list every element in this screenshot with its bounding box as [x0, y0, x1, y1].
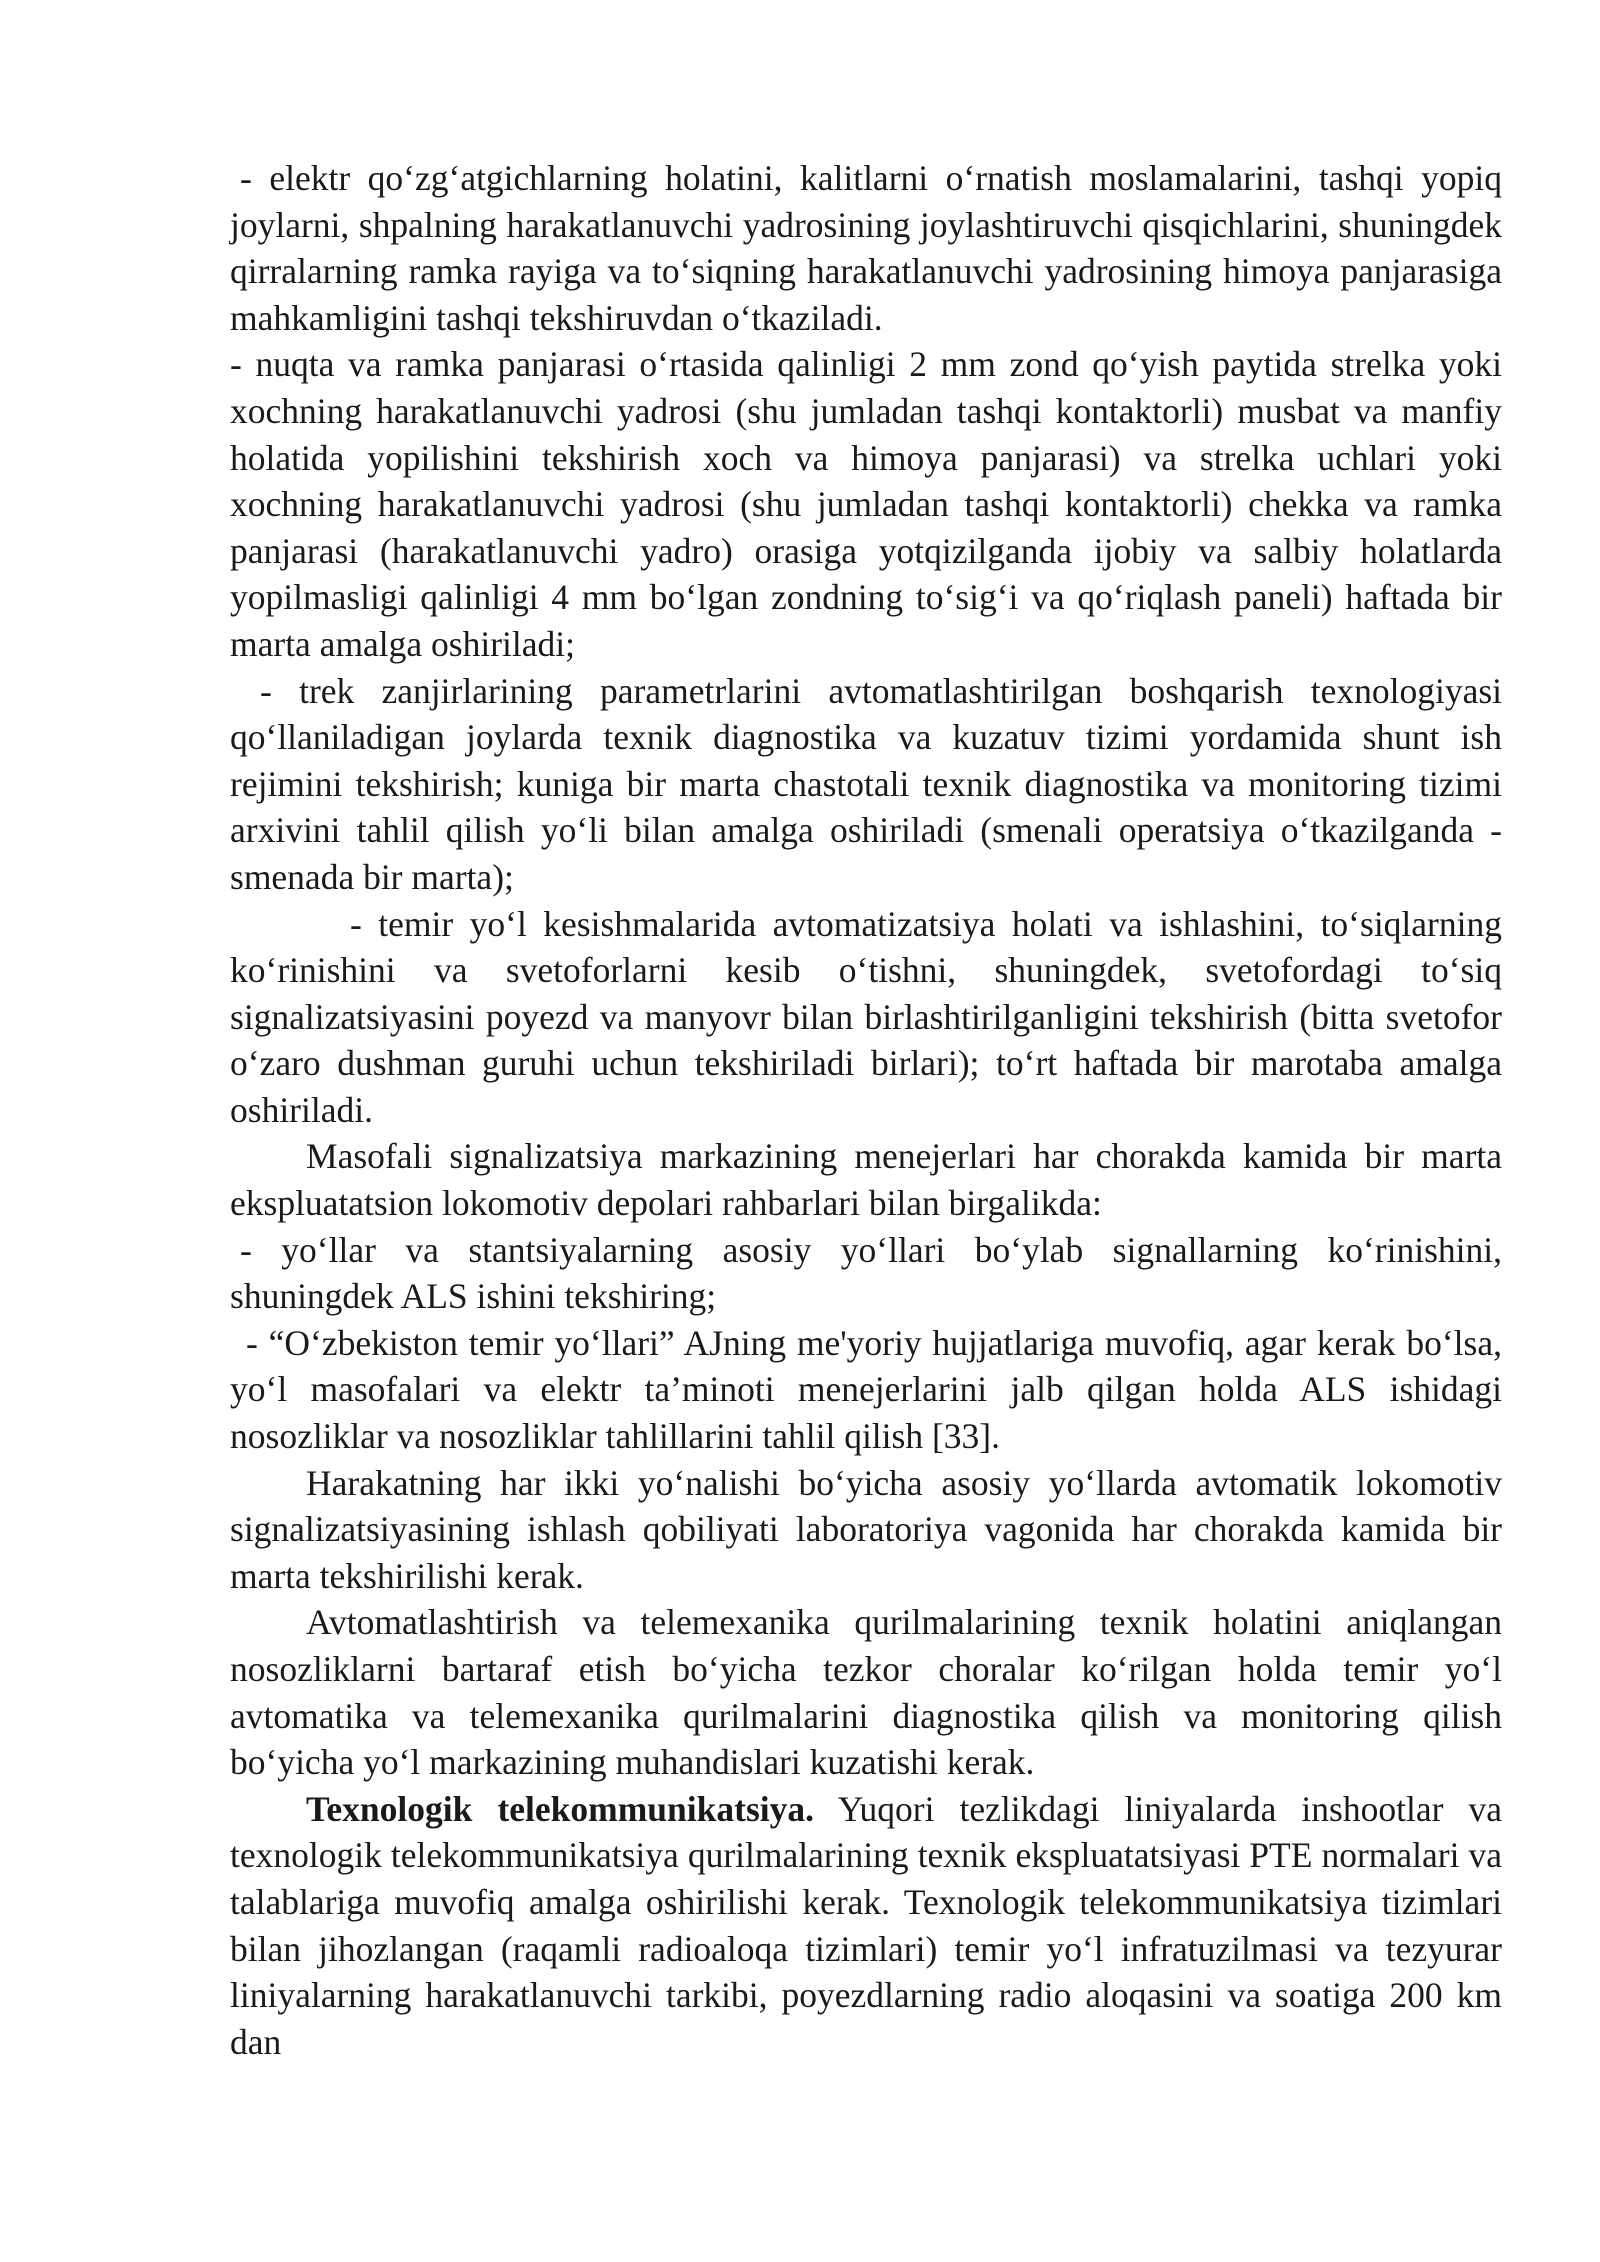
- paragraph-9: Avtomatlashtirish va telemexanika qurilmalarining texnik holatini aniqlangan nosozliklarni bartaraf etish bo‘yicha tezkor choralar ko‘rilgan holda temir yo‘l avtomatika va telemexanika qurilmalarini diagnostika qilish va monitoring qilish bo‘yicha yo‘l markazining muhandislari kuzatishi kerak.: [230, 1602, 1502, 1783]
- paragraph-1: - elektr qo‘zg‘atgichlarning holatini, kalitlarni o‘rnatish moslamalarini, tashqi yopiq joylarni, shpalning harakatlanuvchi yadrosining joylashtiruvchi qisqichlarini, shuningdek qirralarning ramka rayiga va to‘siqning harakatlanuvchi yadrosining himoya panjarasiga mahkamligini tashqi tekshiruvdan o‘tkaziladi.: [230, 158, 1502, 338]
- paragraph-8: Harakatning har ikki yo‘nalishi bo‘yicha asosiy yo‘llarda avtomatik lokomotiv signalizatsiyasining ishlash qobiliyati laboratoriya vagonida har chorakda kamida bir marta tekshirilishi kerak.: [230, 1462, 1502, 1596]
- section-heading: Texnologik telekommunikatsiya.: [306, 1788, 815, 1829]
- document-page: [230, 155, 1502, 2065]
- paragraph-10-body: Yuqori tezlikdagi liniyalarda inshootlar va texnologik telekommunikatsiya qurilmalarining texnik ekspluatatsiyasi PTE normalari va talablariga muvofiq amalga oshirilishi kerak. Texnologik telekommunikatsiya tizimlari bilan jihozlangan (raqamli radioaloqa tizimlari) temir yo‘l infratuzilmasi va tezyurar liniyalarning harakatlanuvchi tarkibi, poyezdlarning radio aloqasini va soatiga 200 km dan: [230, 1788, 1502, 2062]
- paragraph-6: - yo‘llar va stantsiyalarning asosiy yo‘llari bo‘ylab signallarning ko‘rinishini, shuningdek ALS ishini tekshiring;: [230, 1229, 1502, 1317]
- paragraph-7: - “O‘zbekiston temir yo‘llari” AJning me'yoriy hujjatlariga muvofiq, agar kerak bo‘lsa, yo‘l masofalari va elektr ta’minoti menejerlarini jalb qilgan holda ALS ishidagi nosozliklar va nosozliklar tahlillarini tahlil qilish [33].: [230, 1322, 1502, 1457]
- paragraph-10: [230, 1786, 1502, 2066]
- paragraph-4: - temir yo‘l kesishmalarida avtomatizatsiya holati va ishlashini, to‘siqlarning ko‘rinishini va svetoforlarni kesib o‘tishni, shuningdek, svetofordagi to‘siq signalizatsiyasini poyezd va manyovr bilan birlashtirilganligini tekshirish (bitta svetofor o‘zaro dushman guruhi uchun tekshiriladi birlari); to‘rt haftada bir marotaba amalga oshiriladi.: [230, 903, 1502, 1130]
- paragraph-5: Masofali signalizatsiya markazining menejerlari har chorakda kamida bir marta ekspluatatsion lokomotiv depolari rahbarlari bilan birgalikda:: [230, 1136, 1502, 1224]
- paragraph-2: - nuqta va ramka panjarasi o‘rtasida qalinligi 2 mm zond qo‘yish paytida strelka yoki xochning harakatlanuvchi yadrosi (shu jumladan tashqi kontaktorli) musbat va manfiy holatida yopilishini tekshirish xoch va himoya panjarasi) va strelka uchlari yoki xochning harakatlanuvchi yadrosi (shu jumladan tashqi kontaktorli) chekka va ramka panjarasi (harakatlanuvchi yadro) orasiga yotqizilganda ijobiy va salbiy holatlarda yopilmasligi qalinligi 4 mm bo‘lgan zondning to‘sig‘i va qo‘riqlash paneli) haftada bir marta amalga oshiriladi;: [230, 344, 1502, 664]
- paragraph-3: - trek zanjirlarining parametrlarini avtomatlashtirilgan boshqarish texnologiyasi qo‘llaniladigan joylarda texnik diagnostika va kuzatuv tizimi yordamida shunt ish rejimini tekshirish; kuniga bir marta chastotali texnik diagnostika va monitoring tizimi arxivini tahlil qilish yo‘li bilan amalga oshiriladi (smenali operatsiya o‘tkazilganda - smenada bir marta);: [230, 670, 1502, 897]
